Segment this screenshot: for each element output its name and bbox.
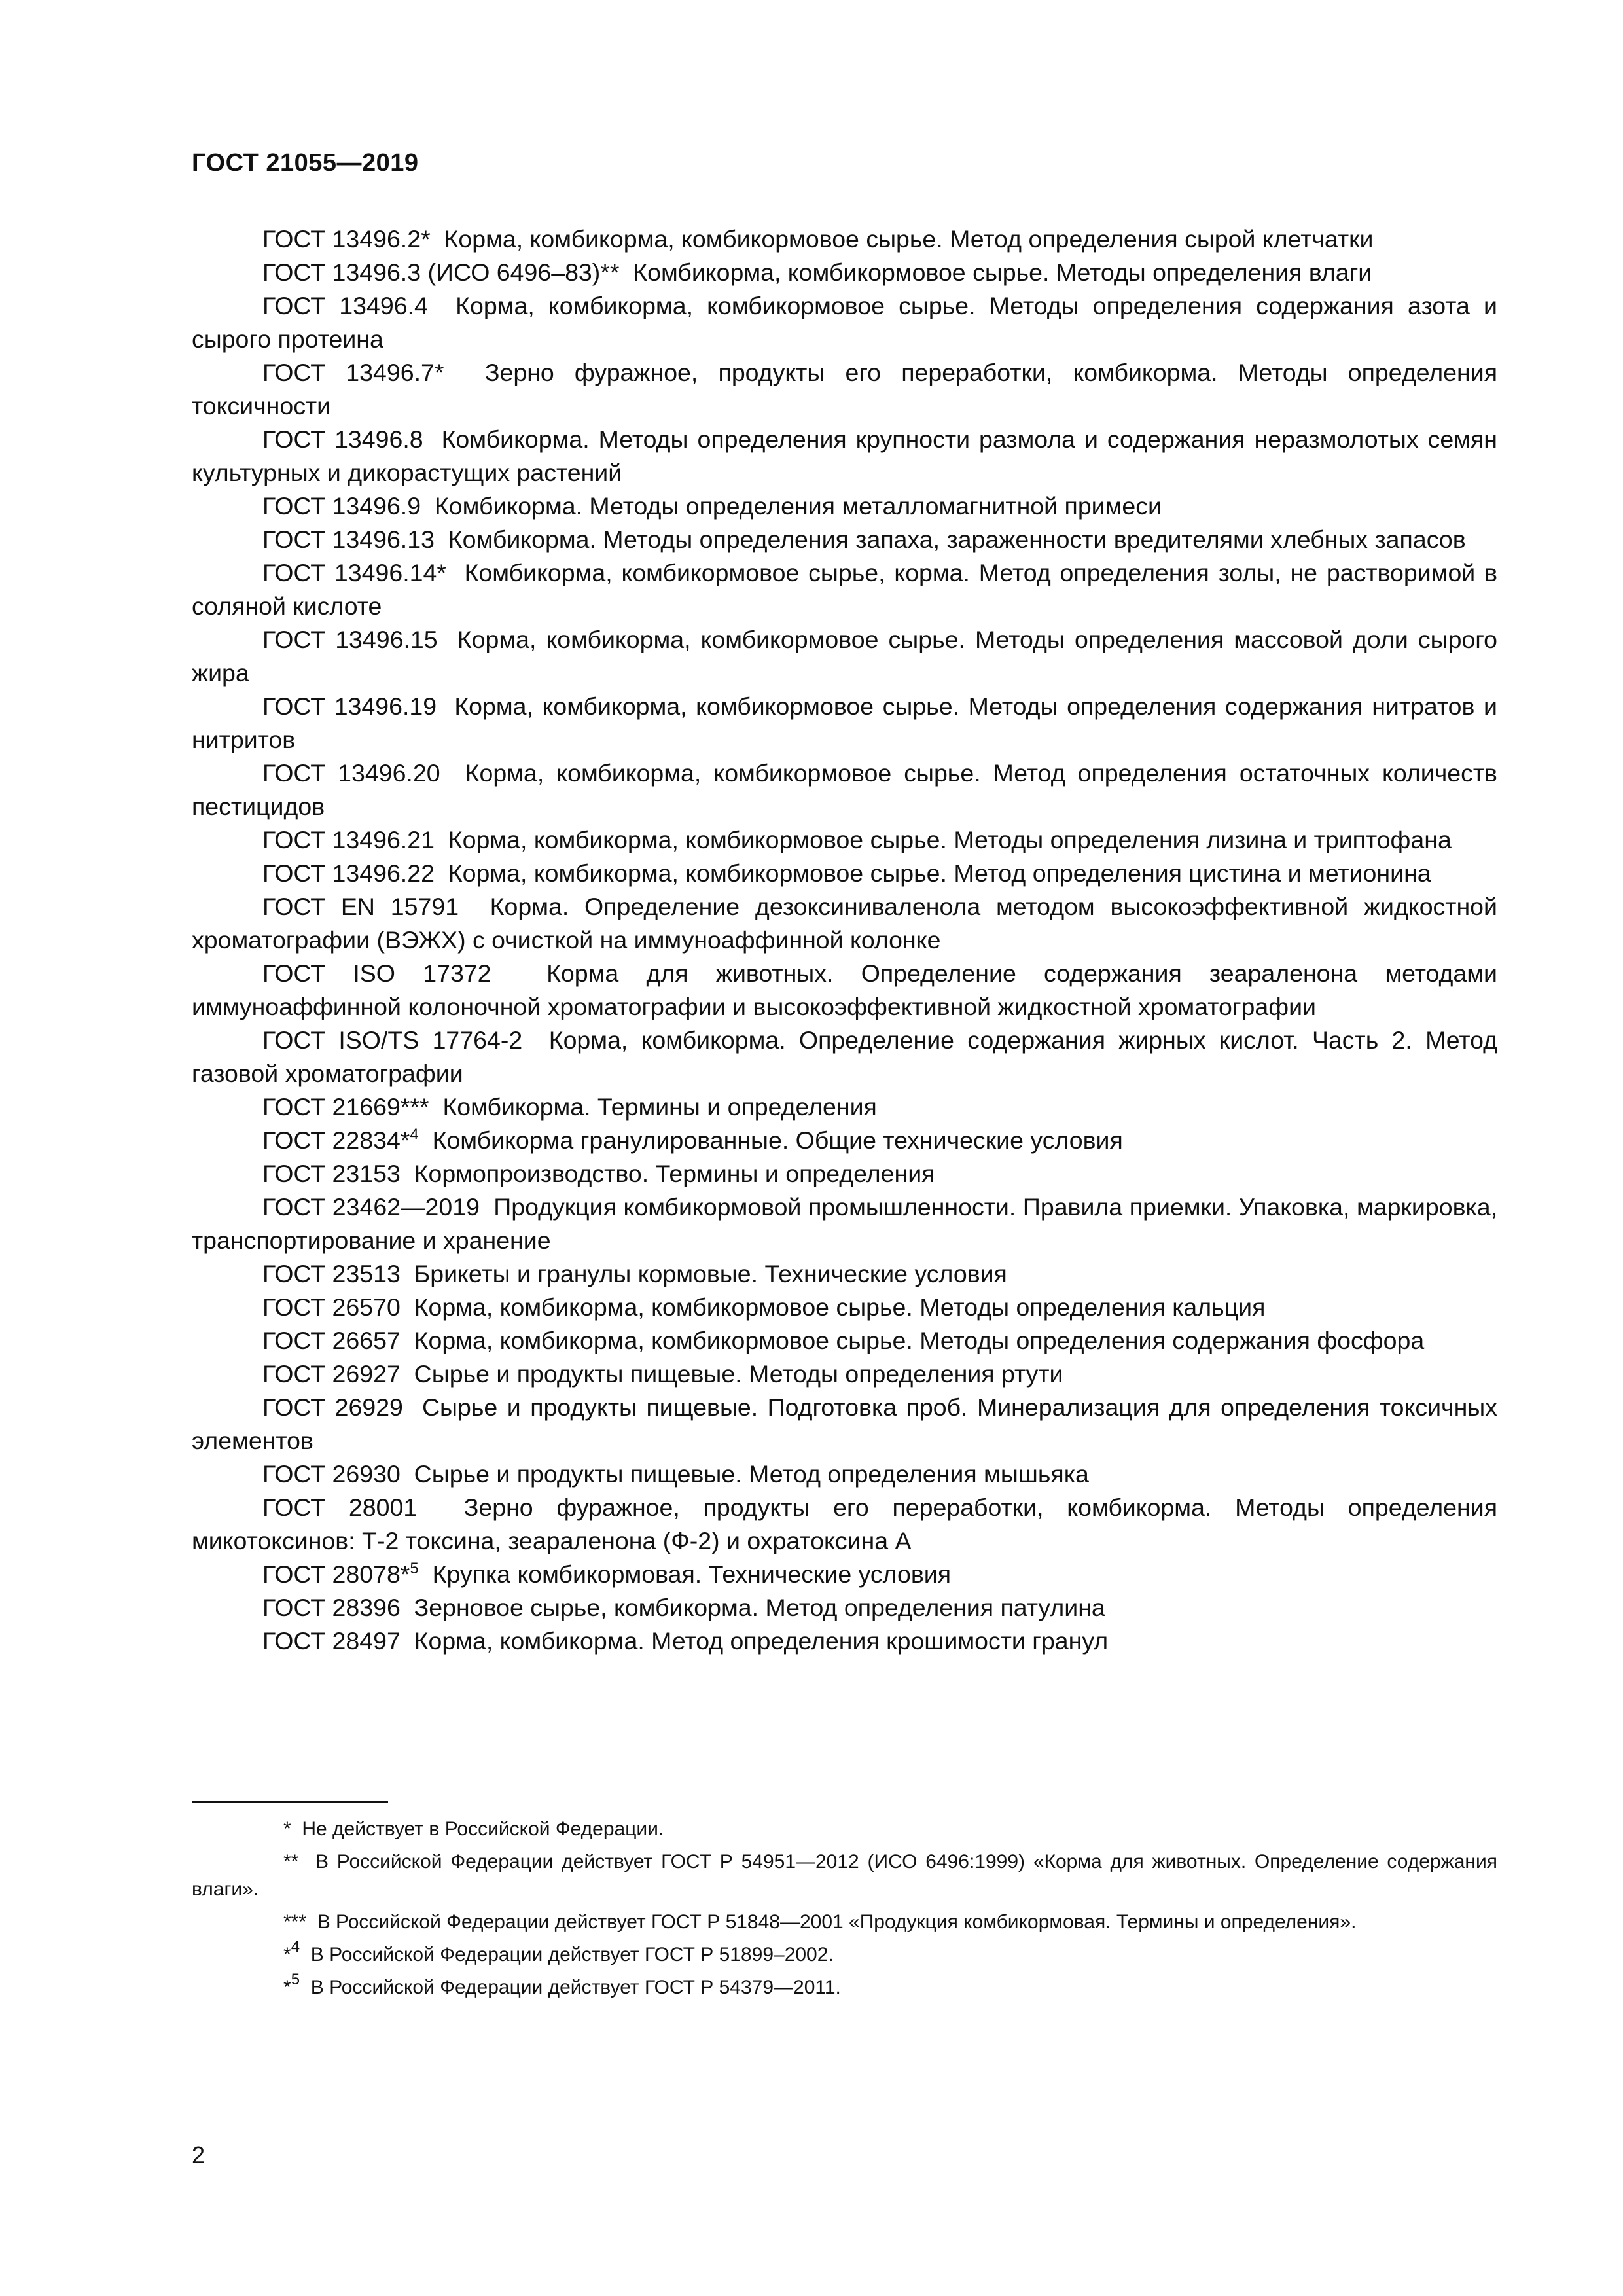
reference-title: Кормопроизводство. Термины и определения bbox=[414, 1160, 935, 1187]
reference-title: Сырье и продукты пищевые. Метод определения мышьяка bbox=[414, 1460, 1089, 1488]
reference-entry bbox=[192, 256, 1497, 289]
reference-code: ГОСТ 13496.21 bbox=[262, 826, 435, 853]
reference-title: Корма для животных. Определение содержания зеараленона методами иммуноаффинной колоночной хроматографии и высокоэффективной жидкостной хроматографии bbox=[192, 960, 1497, 1020]
reference-entry bbox=[192, 1357, 1497, 1391]
reference-entry bbox=[192, 1591, 1497, 1624]
footnote-text: В Российской Федерации действует ГОСТ Р 51899–2002. bbox=[310, 1944, 834, 1965]
reference-code: ГОСТ 26657 bbox=[262, 1327, 401, 1354]
footnote-mark: * bbox=[283, 1818, 291, 1840]
reference-code: ГОСТ 26927 bbox=[262, 1360, 401, 1388]
footnote-entry bbox=[192, 1938, 1497, 1969]
reference-entry bbox=[192, 556, 1497, 623]
footnote-mark: * bbox=[283, 1944, 291, 1965]
reference-title: Корма. Определение дезоксиниваленола методом высокоэффективной жидкостной хроматографии (ВЭЖХ) с очисткой на иммуноаффинной колонке bbox=[192, 893, 1497, 954]
reference-entry bbox=[192, 823, 1497, 857]
reference-code: ГОСТ 13496.7* bbox=[262, 359, 444, 386]
footnote-entry bbox=[192, 1816, 1497, 1843]
reference-title: Корма, комбикорма, комбикормовое сырье. Методы определения содержания нитратов и нитритов bbox=[192, 692, 1497, 753]
reference-code: ГОСТ 26930 bbox=[262, 1460, 401, 1488]
reference-title: Зерно фуражное, продукты его переработки, комбикорма. Методы определения микотоксинов: Т-2 токсина, зеараленона (Ф-2) и охратоксина А bbox=[192, 1494, 1498, 1554]
reference-entry bbox=[192, 1491, 1497, 1558]
reference-code: ГОСТ 13496.9 bbox=[262, 492, 421, 520]
reference-code: ГОСТ 23462—2019 bbox=[262, 1193, 480, 1221]
reference-entry bbox=[192, 1324, 1497, 1357]
reference-title: Продукция комбикормовой промышленности. Правила приемки. Упаковка, маркировка, транспортирование и хранение bbox=[192, 1193, 1498, 1254]
footnote-mark-number: 5 bbox=[291, 1971, 300, 1988]
reference-entry bbox=[192, 957, 1497, 1024]
reference-entry bbox=[192, 523, 1497, 556]
reference-entry bbox=[192, 1157, 1497, 1191]
reference-code: ГОСТ 28001 bbox=[262, 1494, 418, 1521]
reference-code: ГОСТ 22834* bbox=[262, 1126, 410, 1154]
reference-title: Сырье и продукты пищевые. Подготовка проб. Минерализация для определения токсичных элементов bbox=[192, 1393, 1497, 1454]
reference-code: ГОСТ 23153 bbox=[262, 1160, 401, 1187]
reference-code: ГОСТ 26929 bbox=[262, 1393, 403, 1421]
reference-entry bbox=[192, 423, 1497, 490]
reference-entry bbox=[192, 1124, 1497, 1157]
page-number: 2 bbox=[192, 2142, 205, 2168]
reference-title: Комбикорма гранулированные. Общие технические условия bbox=[432, 1126, 1123, 1154]
reference-code: ГОСТ 13496.15 bbox=[262, 626, 438, 653]
reference-entry bbox=[192, 356, 1497, 423]
footnote-text: Не действует в Российской Федерации. bbox=[302, 1818, 664, 1840]
reference-title: Корма, комбикорма, комбикормовое сырье. Методы определения содержания фосфора bbox=[414, 1327, 1425, 1354]
reference-title: Комбикорма, комбикормовое сырье, корма. Метод определения золы, не растворимой в соляной кислоте bbox=[192, 559, 1497, 620]
reference-title: Корма, комбикорма, комбикормовое сырье. Метод определения остаточных количеств пестицидов bbox=[192, 759, 1497, 820]
reference-entry bbox=[192, 757, 1497, 823]
reference-code: ГОСТ 13496.20 bbox=[262, 759, 440, 787]
reference-entry bbox=[192, 1391, 1497, 1458]
reference-entry bbox=[192, 1558, 1497, 1591]
reference-code: ГОСТ 13496.14* bbox=[262, 559, 446, 586]
reference-code: ГОСТ 28396 bbox=[262, 1594, 401, 1621]
reference-title: Комбикорма. Методы определения крупности размола и содержания неразмолотых семян культурных и дикорастущих растений bbox=[192, 425, 1497, 486]
reference-title: Корма, комбикорма. Определение содержания жирных кислот. Часть 2. Метод газовой хроматографии bbox=[192, 1026, 1498, 1087]
footnotes bbox=[192, 1816, 1497, 2007]
reference-code: ГОСТ 23513 bbox=[262, 1260, 401, 1287]
reference-entry bbox=[192, 289, 1497, 356]
reference-title: Крупка комбикормовая. Технические условия bbox=[432, 1560, 952, 1588]
reference-entry bbox=[192, 490, 1497, 523]
footnote-mark-number: 4 bbox=[291, 1938, 300, 1956]
reference-entry bbox=[192, 690, 1497, 757]
footnote-mark: * bbox=[283, 1977, 291, 1998]
reference-code: ГОСТ EN 15791 bbox=[262, 893, 459, 920]
reference-entry bbox=[192, 1291, 1497, 1324]
footnote-mark: *** bbox=[283, 1911, 307, 1933]
reference-entry bbox=[192, 1090, 1497, 1124]
reference-code: ГОСТ 13496.13 bbox=[262, 526, 435, 553]
reference-title: Зерновое сырье, комбикорма. Метод определения патулина bbox=[414, 1594, 1105, 1621]
footnote-text: В Российской Федерации действует ГОСТ Р 54379—2011. bbox=[310, 1977, 841, 1998]
footnote-text: В Российской Федерации действует ГОСТ Р 54951—2012 (ИСО 6496:1999) «Корма для животных. Определение содержания влаги». bbox=[192, 1851, 1497, 1900]
reference-title: Корма, комбикорма. Метод определения крошимости гранул bbox=[414, 1627, 1109, 1655]
reference-code: ГОСТ 21669*** bbox=[262, 1093, 429, 1121]
footnote-entry bbox=[192, 1909, 1497, 1936]
reference-code: ГОСТ ISO 17372 bbox=[262, 960, 491, 987]
reference-title: Корма, комбикорма, комбикормовое сырье. Методы определения кальция bbox=[414, 1293, 1266, 1321]
reference-code: ГОСТ ISO/TS 17764-2 bbox=[262, 1026, 523, 1054]
footnote-entry bbox=[192, 1971, 1497, 2001]
reference-code: ГОСТ 28497 bbox=[262, 1627, 401, 1655]
footnote-mark: ** bbox=[283, 1851, 299, 1873]
reference-title: Зерно фуражное, продукты его переработки, комбикорма. Методы определения токсичности bbox=[192, 359, 1498, 420]
reference-title: Корма, комбикорма, комбикормовое сырье. Методы определения лизина и триптофана bbox=[448, 826, 1452, 853]
reference-title: Корма, комбикорма, комбикормовое сырье. Метод определения сырой клетчатки bbox=[444, 225, 1374, 253]
reference-title: Корма, комбикорма, комбикормовое сырье. Методы определения массовой доли сырого жира bbox=[192, 626, 1497, 687]
reference-title: Брикеты и гранулы кормовые. Технические условия bbox=[414, 1260, 1007, 1287]
reference-title: Корма, комбикорма, комбикормовое сырье. Метод определения цистина и метионина bbox=[448, 859, 1431, 887]
reference-title: Корма, комбикорма, комбикормовое сырье. Методы определения содержания азота и сырого протеина bbox=[192, 292, 1497, 353]
footnote-text: В Российской Федерации действует ГОСТ Р 51848—2001 «Продукция комбикормовая. Термины и определения». bbox=[317, 1911, 1357, 1933]
reference-entry bbox=[192, 857, 1497, 890]
document-header: ГОСТ 21055—2019 bbox=[192, 149, 419, 177]
reference-title: Комбикорма. Методы определения металломагнитной примеси bbox=[434, 492, 1162, 520]
reference-title: Комбикорма. Методы определения запаха, зараженности вредителями хлебных запасов bbox=[448, 526, 1466, 553]
reference-title: Комбикорма. Термины и определения bbox=[442, 1093, 877, 1121]
footnote-marker: 4 bbox=[410, 1126, 419, 1143]
reference-entry bbox=[192, 1624, 1497, 1658]
reference-title: Сырье и продукты пищевые. Методы определения ртути bbox=[414, 1360, 1063, 1388]
footnote-entry bbox=[192, 1848, 1497, 1903]
reference-entry bbox=[192, 1458, 1497, 1491]
reference-code: ГОСТ 26570 bbox=[262, 1293, 401, 1321]
reference-entry bbox=[192, 1191, 1497, 1257]
reference-code: ГОСТ 13496.2* bbox=[262, 225, 431, 253]
reference-code: ГОСТ 13496.22 bbox=[262, 859, 435, 887]
normative-references-list bbox=[192, 223, 1497, 1658]
reference-code: ГОСТ 13496.8 bbox=[262, 425, 423, 453]
reference-entry bbox=[192, 223, 1497, 256]
reference-entry bbox=[192, 623, 1497, 690]
reference-title: Комбикорма, комбикормовое сырье. Методы определения влаги bbox=[633, 259, 1372, 286]
footnote-separator bbox=[192, 1801, 388, 1803]
reference-code: ГОСТ 13496.3 (ИСО 6496–83)** bbox=[262, 259, 620, 286]
reference-code: ГОСТ 13496.19 bbox=[262, 692, 437, 720]
reference-code: ГОСТ 13496.4 bbox=[262, 292, 428, 319]
reference-entry bbox=[192, 890, 1497, 957]
reference-code: ГОСТ 28078* bbox=[262, 1560, 410, 1588]
footnote-marker: 5 bbox=[410, 1560, 419, 1577]
reference-entry bbox=[192, 1024, 1497, 1090]
reference-entry bbox=[192, 1257, 1497, 1291]
